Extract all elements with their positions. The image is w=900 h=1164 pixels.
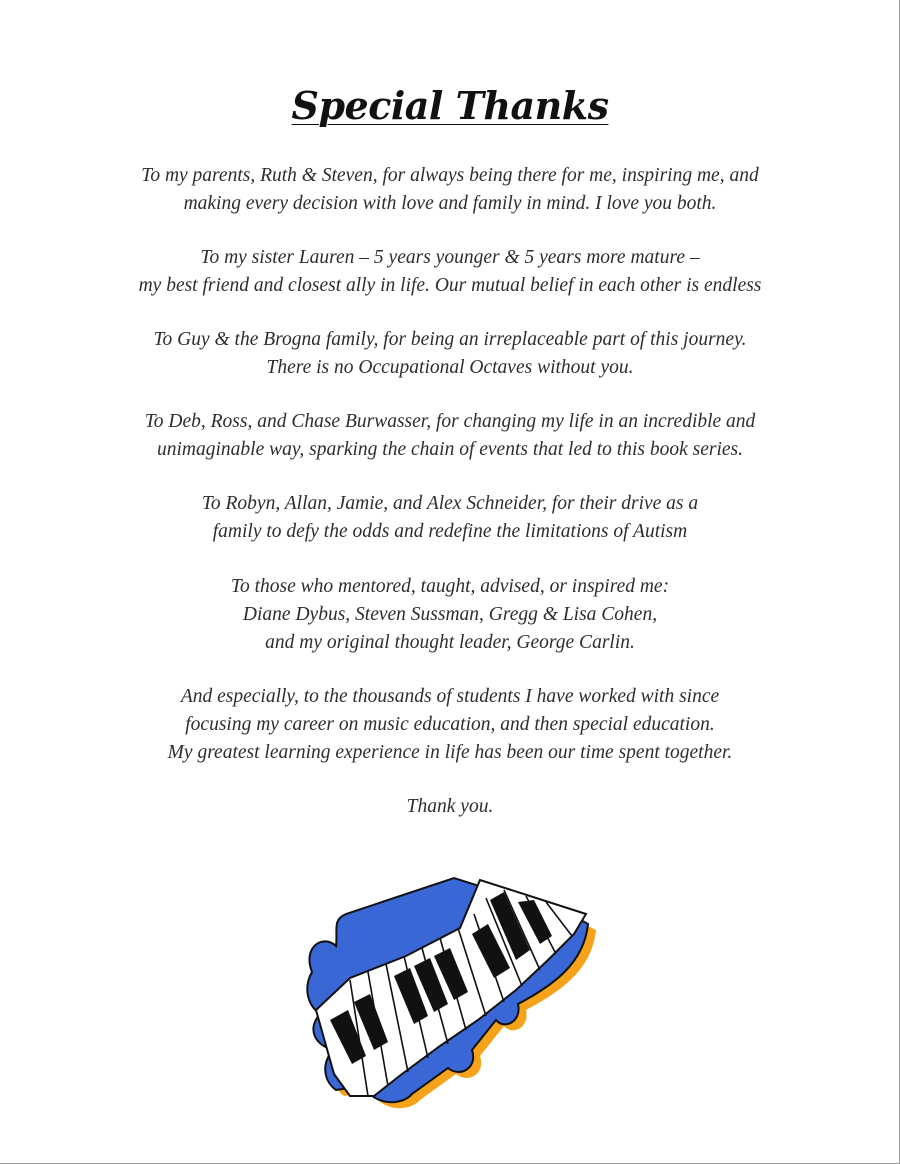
- thanks-brogna-family: To Guy & the Brogna family, for being an irreplaceable part of this journey. There is no Occupational Octaves without you.: [153, 329, 747, 378]
- thanks-burwasser-family: To Deb, Ross, and Chase Burwasser, for changing my life in an incredible and unimaginable way, sparking the chain of events that led to this book series.: [144, 411, 756, 460]
- thanks-schneider-family: To Robyn, Allan, Jamie, and Alex Schneider, for their drive as a family to defy the odds and redefine the limitations of Autism: [201, 493, 699, 542]
- thanks-students: And especially, to the thousands of students I have worked with since focusing my career on music education, and then special education. My greatest learning experience in life has been our time spent together.: [167, 686, 733, 763]
- page-title: Special Thanks: [291, 83, 609, 129]
- thanks-mentors: To those who mentored, taught, advised, or inspired me: Diane Dybus, Steven Sussman, Gregg & Lisa Cohen, and my original thought leader, George Carlin.: [230, 576, 670, 653]
- thanks-parents: To my parents, Ruth & Steven, for always being there for me, inspiring me, and making every decision with love and family in mind. I love you both.: [141, 165, 759, 214]
- thanks-sister: To my sister Lauren – 5 years younger & 5 years more mature – my best friend and closest ally in life. Our mutual belief in each other is endless: [138, 247, 762, 296]
- puzzle-piano-icon: [290, 860, 610, 1120]
- thank-you-closing: Thank you.: [406, 796, 494, 817]
